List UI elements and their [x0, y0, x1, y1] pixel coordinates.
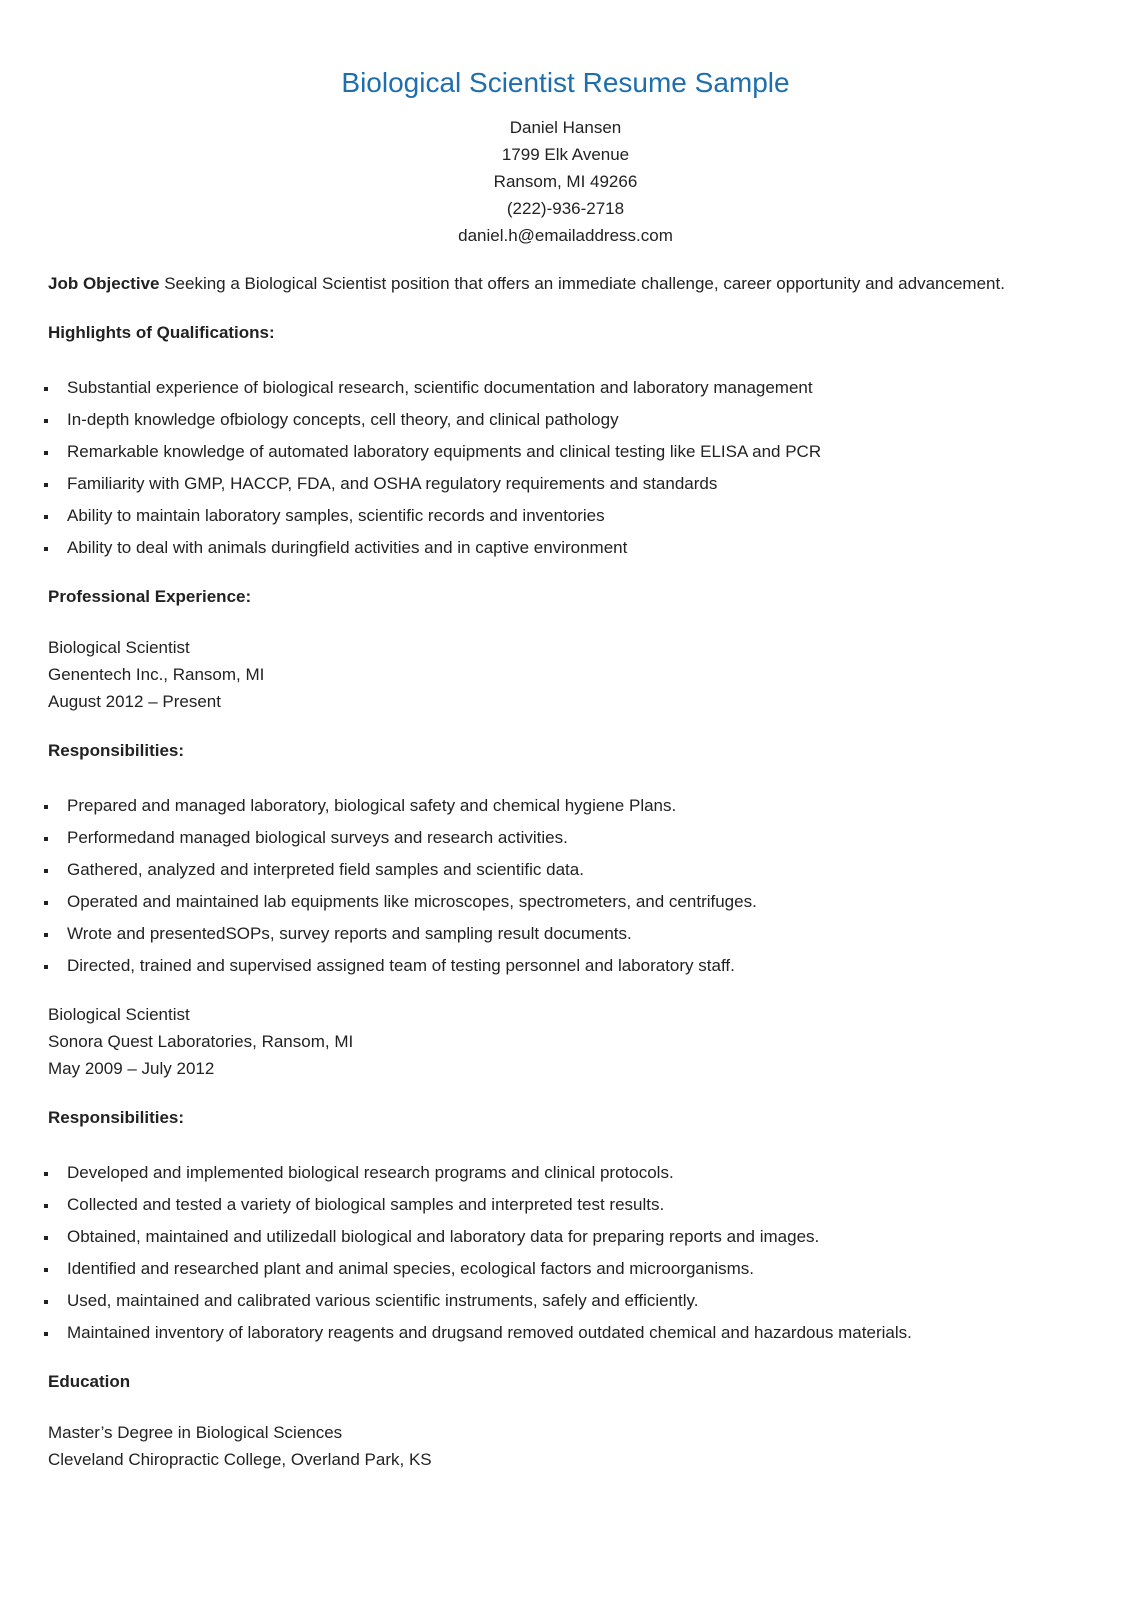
- bullet-icon: [44, 1204, 48, 1208]
- job-2-responsibilities-heading: [48, 1106, 1088, 1130]
- job-title: Biological Scientist: [48, 1005, 190, 1024]
- list-item: Identified and researched plant and animal species, ecological factors and microorganisms.: [44, 1257, 1104, 1289]
- bullet-icon: [44, 805, 48, 809]
- job-objective-text: Seeking a Biological Scientist position that offers an immediate challenge, career opportunity and advancement.: [159, 274, 1005, 293]
- bullet-icon: [44, 451, 48, 455]
- contact-street: 1799 Elk Avenue: [501, 145, 630, 164]
- bullet-icon: [44, 1300, 48, 1304]
- list-item: Substantial experience of biological research, scientific documentation and laboratory management: [44, 376, 1104, 408]
- highlights-heading: [48, 321, 1088, 345]
- education-heading: [48, 1370, 1088, 1394]
- education-school: Cleveland Chiropractic College, Overland Park, KS: [48, 1450, 432, 1469]
- job-2-info: [48, 1001, 353, 1082]
- bullet-icon: [44, 387, 48, 391]
- bullet-icon: [44, 1268, 48, 1272]
- list-item: Developed and implemented biological research programs and clinical protocols.: [44, 1161, 1104, 1193]
- contact-block: [0, 114, 1131, 249]
- contact-name: Daniel Hansen: [509, 118, 622, 137]
- job-objective-label: Job Objective: [48, 274, 160, 293]
- responsibilities-heading-text: Responsibilities:: [48, 741, 185, 760]
- job-dates: May 2009 – July 2012: [48, 1059, 215, 1078]
- list-item: Maintained inventory of laboratory reagents and drugsand removed outdated chemical and hazardous materials.: [44, 1321, 1104, 1353]
- list-item: Directed, trained and supervised assigned team of testing personnel and laboratory staff.: [44, 954, 1104, 986]
- contact-city: Ransom, MI 49266: [493, 172, 638, 191]
- list-item: Gathered, analyzed and interpreted field samples and scientific data.: [44, 858, 1104, 890]
- highlights-heading-text: Highlights of Qualifications:: [48, 323, 275, 342]
- list-item: Obtained, maintained and utilizedall biological and laboratory data for preparing reports and images.: [44, 1225, 1104, 1257]
- bullet-icon: [44, 547, 48, 551]
- education-degree: Master’s Degree in Biological Sciences: [48, 1423, 343, 1442]
- bullet-icon: [44, 1236, 48, 1240]
- list-item: Remarkable knowledge of automated laboratory equipments and clinical testing like ELISA and PCR: [44, 440, 1104, 472]
- job-objective: [48, 272, 1088, 296]
- contact-phone: (222)-936-2718: [506, 199, 625, 218]
- job-1-info: [48, 634, 264, 715]
- job-1-responsibilities-heading: [48, 739, 1088, 763]
- list-item: Performedand managed biological surveys and research activities.: [44, 826, 1104, 858]
- job-company: Sonora Quest Laboratories, Ransom, MI: [48, 1032, 354, 1051]
- experience-heading: [48, 585, 1088, 609]
- bullet-icon: [44, 515, 48, 519]
- bullet-icon: [44, 933, 48, 937]
- resume-title: Biological Scientist Resume Sample: [341, 67, 790, 98]
- list-item: Familiarity with GMP, HACCP, FDA, and OSHA regulatory requirements and standards: [44, 472, 1104, 504]
- bullet-icon: [44, 965, 48, 969]
- education-info: [48, 1419, 432, 1473]
- job-dates: August 2012 – Present: [48, 692, 221, 711]
- bullet-icon: [44, 483, 48, 487]
- list-item: Operated and maintained lab equipments like microscopes, spectrometers, and centrifuges.: [44, 890, 1104, 922]
- list-item: Ability to maintain laboratory samples, scientific records and inventories: [44, 504, 1104, 536]
- responsibilities-heading-text: Responsibilities:: [48, 1108, 185, 1127]
- experience-heading-text: Professional Experience:: [48, 587, 252, 606]
- bullet-icon: [44, 837, 48, 841]
- job-2-responsibilities-list: [44, 1161, 1104, 1353]
- bullet-icon: [44, 901, 48, 905]
- bullet-icon: [44, 419, 48, 423]
- job-company: Genentech Inc., Ransom, MI: [48, 665, 265, 684]
- bullet-icon: [44, 1172, 48, 1176]
- list-item: Wrote and presentedSOPs, survey reports and sampling result documents.: [44, 922, 1104, 954]
- list-item: Used, maintained and calibrated various scientific instruments, safely and efficiently.: [44, 1289, 1104, 1321]
- job-1-responsibilities-list: [44, 794, 1104, 986]
- job-title: Biological Scientist: [48, 638, 190, 657]
- list-item: Collected and tested a variety of biological samples and interpreted test results.: [44, 1193, 1104, 1225]
- contact-email: daniel.h@emailaddress.com: [458, 226, 673, 245]
- list-item: In-depth knowledge ofbiology concepts, cell theory, and clinical pathology: [44, 408, 1104, 440]
- bullet-icon: [44, 869, 48, 873]
- highlights-list: [44, 376, 1104, 568]
- list-item: Prepared and managed laboratory, biological safety and chemical hygiene Plans.: [44, 794, 1104, 826]
- list-item: Ability to deal with animals duringfield activities and in captive environment: [44, 536, 1104, 568]
- bullet-icon: [44, 1332, 48, 1336]
- education-heading-text: Education: [48, 1372, 131, 1391]
